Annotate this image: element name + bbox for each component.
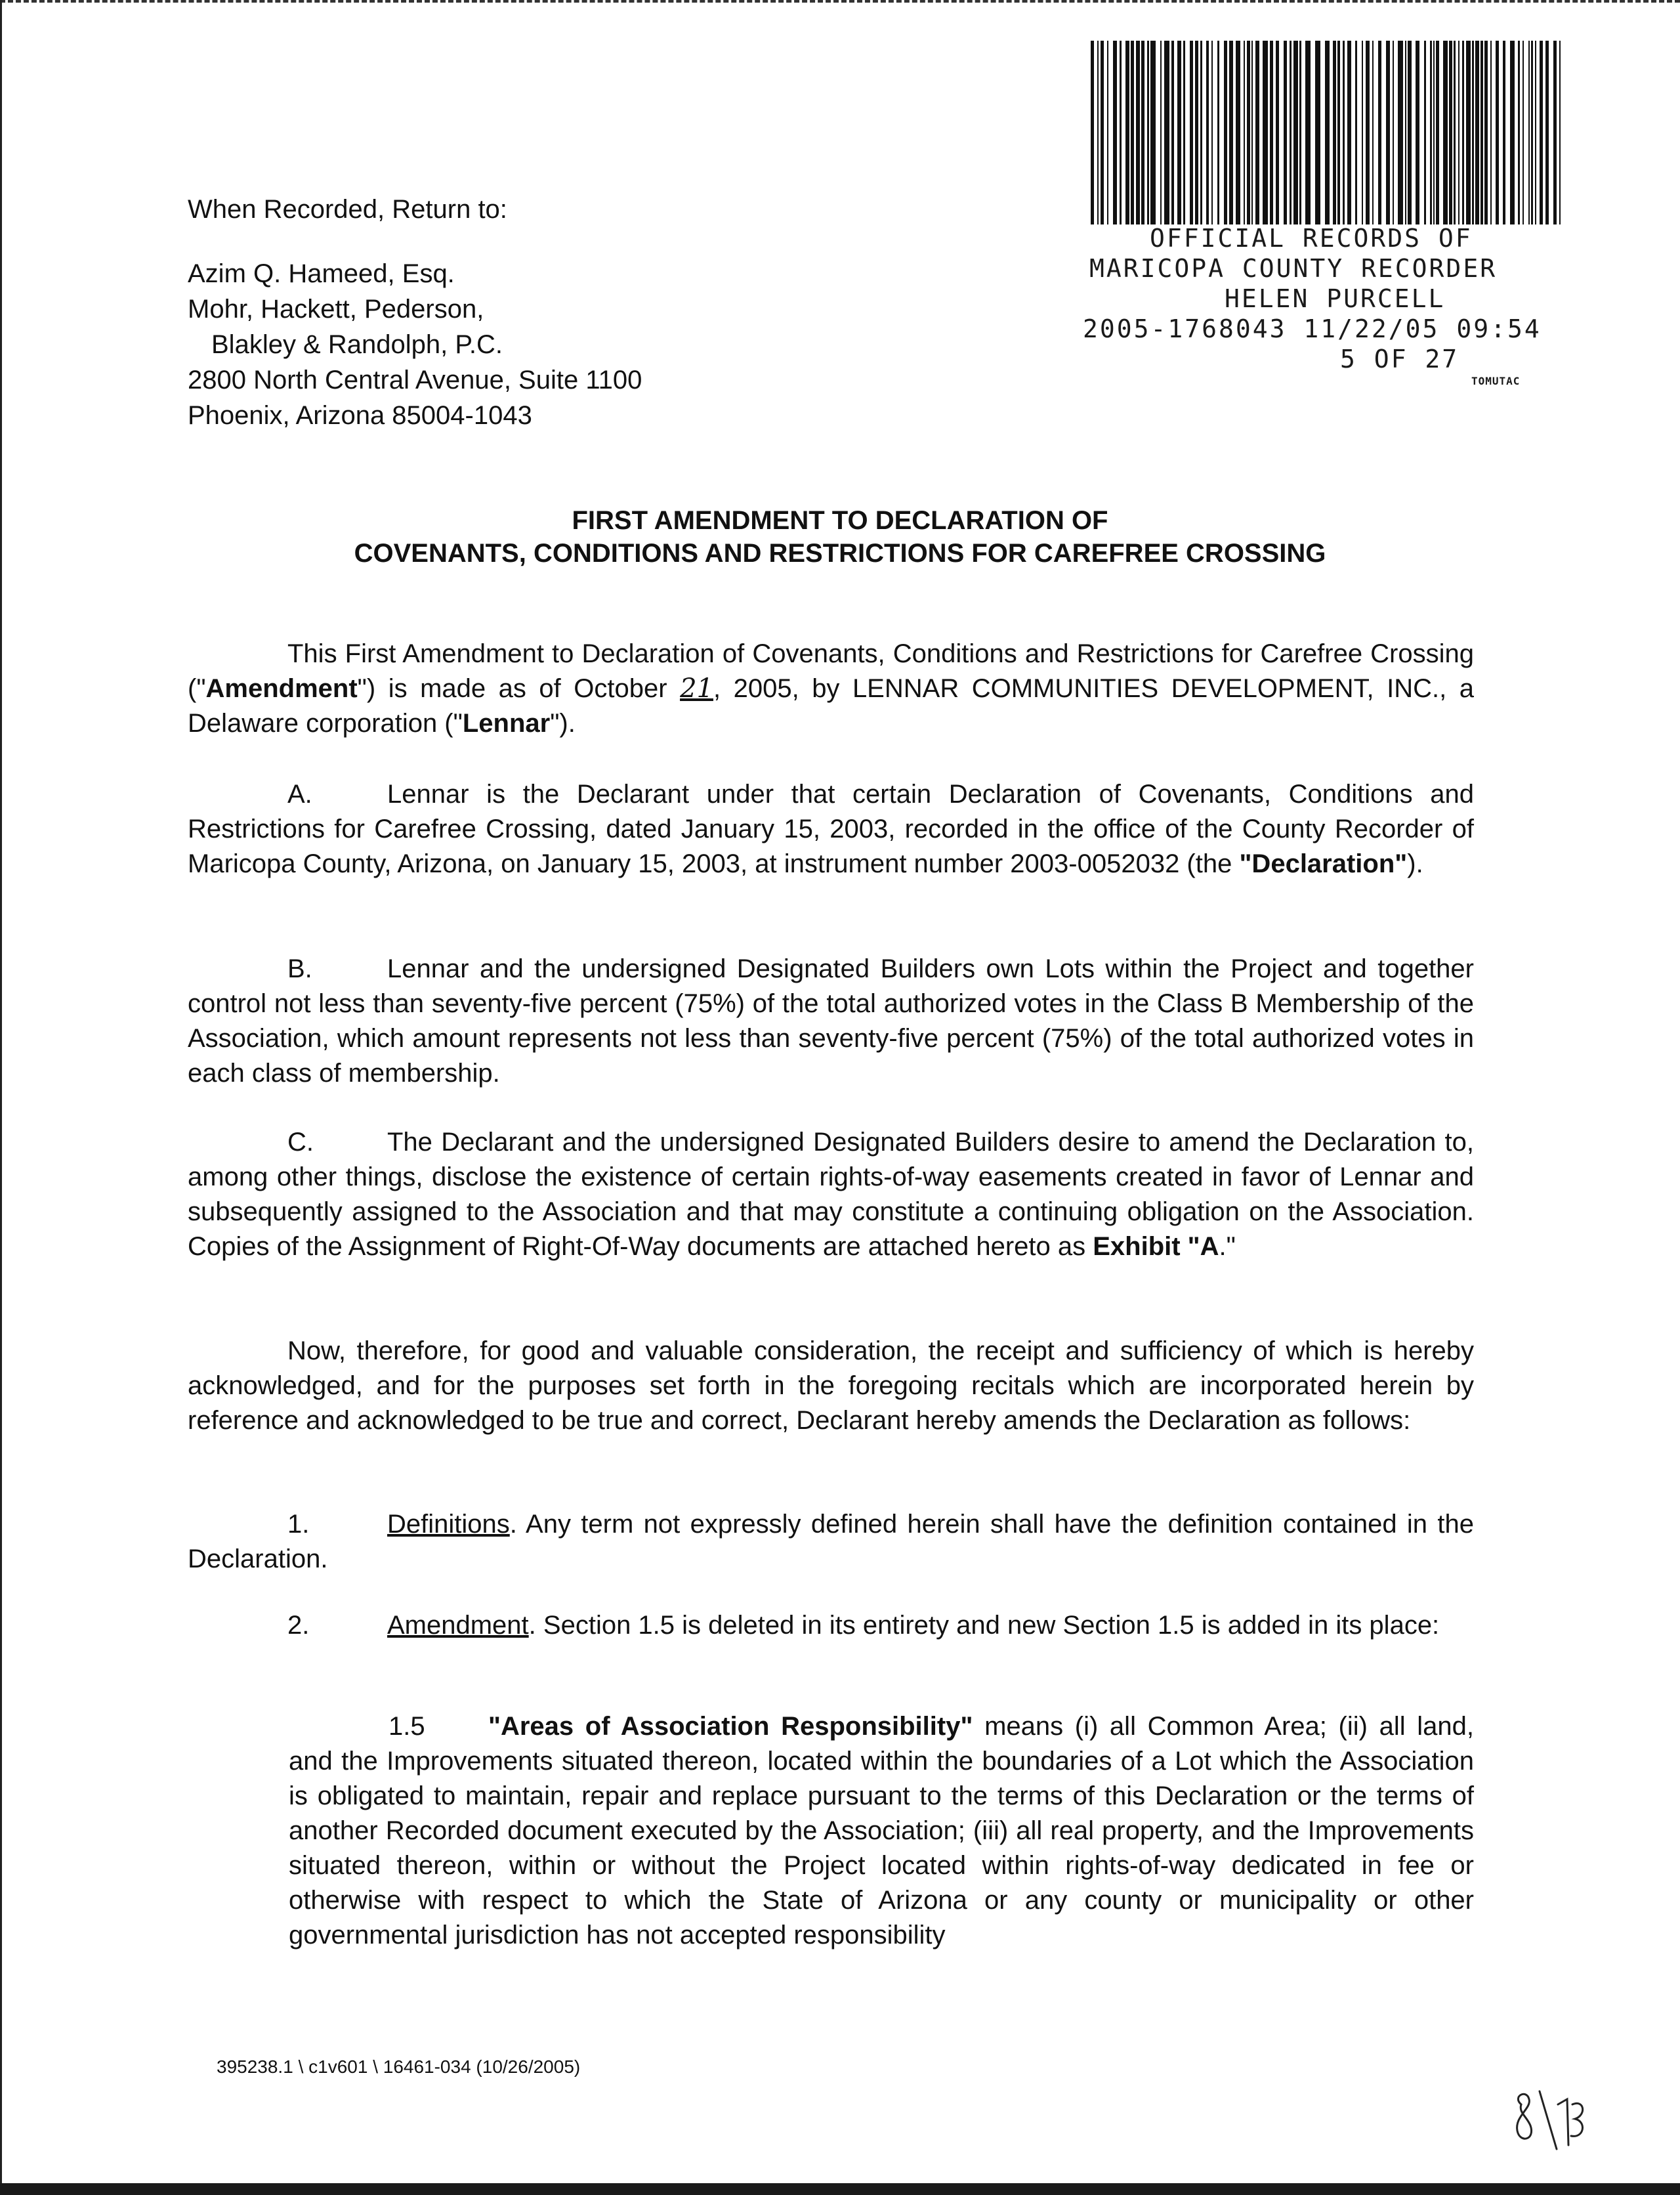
return-line: 2800 North Central Avenue, Suite 1100 <box>188 366 642 394</box>
barcode-bar <box>1206 41 1209 224</box>
barcode-bar <box>1113 41 1117 224</box>
barcode-bar <box>1236 41 1240 224</box>
scan-edge-left <box>0 0 2 2195</box>
barcode-bar <box>1190 41 1193 224</box>
barcode-bar <box>1263 41 1268 224</box>
barcode-bar <box>1101 41 1104 224</box>
section-heading: Definitions <box>387 1510 510 1539</box>
barcode-bar <box>1091 41 1094 224</box>
scan-edge-top <box>0 0 1680 8</box>
barcode-bar <box>1315 41 1320 224</box>
stamp-line-official: OFFICIAL RECORDS OF <box>1150 224 1473 253</box>
barcode-bar <box>1466 41 1471 224</box>
defined-term-amendment: Amendment <box>205 674 358 703</box>
barcode-bar <box>1454 41 1456 224</box>
section-number: 1.5 <box>388 1712 425 1741</box>
intro-paragraph: This First Amendment to Declaration of Covenants, Conditions and Restrictions for Carefree Crossing ("Amendment") is made as of October 21, 2005, by LENNAR COMMUNITIES DEVELOPMENT, INC., a Delaware corporation ("Lennar"). <box>188 639 1474 738</box>
section-1-5-definition: 1.5 "Areas of Association Responsibility" means (i) all Common Area; (ii) all land, and the Improvements situated thereon, located within the boundaries of a Lot which the Association is obligated to maintain, repair and replace pursuant to the terms of this Declaration or the terms of another Recorded document executed by the Association; (iii) all real property, and the Improvements situated thereon, within or without the Project located within rights-of-way dedicated in fee or otherwise with respect to which the State of Arizona or any county or municipality or other governmental jurisdiction has not accepted responsibility <box>289 1709 1474 1953</box>
barcode-bar <box>1362 41 1363 224</box>
barcode-bar <box>1131 41 1134 224</box>
barcode-bar <box>1251 41 1253 224</box>
barcode-bar <box>1325 41 1330 224</box>
barcode-bar <box>1177 41 1181 224</box>
return-address-block <box>188 192 642 433</box>
barcode-bar <box>1430 41 1432 224</box>
return-heading: When Recorded, Return to: <box>188 195 507 224</box>
barcode-bar <box>1276 41 1279 224</box>
recital-label: B. <box>287 954 312 983</box>
barcode-bar <box>1528 41 1530 224</box>
return-line: Azim Q. Hameed, Esq. <box>188 259 455 288</box>
barcode-bar <box>1120 41 1122 224</box>
recital-b: B. Lennar and the undersigned Designated Builders own Lots within the Project and together control not less than seventy-five percent (75%) of the total authorized votes in the Class B Membership of the Association, which amount represents not less than seventy-five percent (75%) of the total authorized votes in each class of membership. <box>188 952 1474 1091</box>
barcode-bar <box>1136 41 1140 224</box>
scan-edge-bottom <box>0 2183 1680 2195</box>
barcode-bar <box>1217 41 1219 224</box>
barcode-bar <box>1433 41 1435 224</box>
recorder-stamp <box>1083 223 1628 389</box>
barcode-bar <box>1366 41 1370 224</box>
handwritten-page-mark <box>1507 2085 1586 2157</box>
barcode-bar <box>1424 41 1426 224</box>
barcode-bar <box>1496 41 1499 224</box>
barcode-bar <box>1545 41 1549 224</box>
barcode-bar <box>1480 41 1483 224</box>
barcode-bar <box>1553 41 1557 224</box>
barcode-bar <box>1472 41 1474 224</box>
exhibit-reference: Exhibit "A <box>1093 1232 1219 1261</box>
defined-term-areas: "Areas of Association Responsibility" <box>488 1712 973 1741</box>
barcode-bar <box>1224 41 1227 224</box>
barcode-bar <box>1408 41 1412 224</box>
barcode-bar <box>1540 41 1543 224</box>
barcode-bar <box>1475 41 1479 224</box>
barcode-bar <box>1405 41 1406 224</box>
stamp-line-instrument: 2005-1768043 11/22/05 09:54 <box>1083 314 1542 343</box>
barcode-bar <box>1333 41 1336 224</box>
barcode-bar <box>1484 41 1488 224</box>
document-title <box>0 504 1680 570</box>
barcode-bar <box>1247 41 1250 224</box>
title-line-2: COVENANTS, CONDITIONS AND RESTRICTIONS FOR CAREFREE CROSSING <box>354 539 1326 568</box>
defined-term-lennar: Lennar <box>462 709 551 738</box>
return-line: Mohr, Hackett, Pederson, <box>188 295 484 324</box>
barcode-bar <box>1293 41 1298 224</box>
barcode-bar <box>1559 41 1561 224</box>
stamp-line-recorder-name: HELEN PURCELL <box>1225 284 1446 313</box>
barcode-bar <box>1195 41 1198 224</box>
document-footer-id: 395238.1 \ c1v601 \ 16461-034 (10/26/2005) <box>217 2056 581 2077</box>
stamp-line-county: MARICOPA COUNTY RECORDER <box>1089 254 1498 283</box>
barcode-bar <box>1160 41 1162 224</box>
barcode-bar <box>1398 41 1403 224</box>
barcode-bar <box>1150 41 1156 224</box>
barcode-bar <box>1229 41 1233 224</box>
barcode-bar <box>1147 41 1149 224</box>
section-2-amendment: 2. Amendment. Section 1.5 is deleted in its entirety and new Section 1.5 is added in its place: <box>188 1608 1474 1643</box>
barcode-bar <box>1347 41 1351 224</box>
barcode-bar <box>1458 41 1460 224</box>
barcode-bar <box>1290 41 1292 224</box>
barcode <box>1088 41 1564 228</box>
barcode-bar <box>1355 41 1357 224</box>
barcode-bar <box>1164 41 1169 224</box>
return-line: Phoenix, Arizona 85004-1043 <box>188 401 532 430</box>
barcode-bar <box>1510 41 1515 224</box>
stamp-line-pages: 5 OF 27 <box>1340 345 1460 373</box>
barcode-bar <box>1171 41 1174 224</box>
barcode-bar <box>1518 41 1520 224</box>
recital-a: A. Lennar is the Declarant under that certain Declaration of Covenants, Conditions and Restrictions for Carefree Crossing, dated January 15, 2003, recorded in the office of the County Recorder of Maricopa County, Arizona, on January 15, 2003, at instrument number 2003-0052032 (the "Declaration"). <box>188 777 1474 882</box>
title-line-1: FIRST AMENDMENT TO DECLARATION OF <box>572 506 1108 535</box>
section-1-definitions: 1. Definitions. Any term not expressly defined herein shall have the definition contained in the Declaration. <box>188 1507 1474 1577</box>
barcode-bar <box>1372 41 1374 224</box>
recital-label: A. <box>287 780 312 809</box>
barcode-bar <box>1416 41 1419 224</box>
barcode-bar <box>1270 41 1273 224</box>
barcode-bar <box>1299 41 1301 224</box>
barcode-bar <box>1443 41 1448 224</box>
barcode-bar <box>1436 41 1439 224</box>
barcode-bar <box>1255 41 1259 224</box>
section-number: 2. <box>287 1611 310 1640</box>
barcode-bar <box>1200 41 1202 224</box>
barcode-bar <box>1449 41 1452 224</box>
barcode-bar <box>1343 41 1345 224</box>
barcode-bar <box>1211 41 1213 224</box>
barcode-bar <box>1097 41 1099 224</box>
barcode-bar <box>1183 41 1185 224</box>
stamp-line-clerk: TOMUTAC <box>1471 375 1521 387</box>
defined-term-declaration: "Declaration" <box>1239 849 1408 878</box>
barcode-bar <box>1244 41 1245 224</box>
barcode-bar <box>1125 41 1129 224</box>
handwritten-date: 21 <box>680 673 713 704</box>
recital-label: C. <box>287 1128 314 1157</box>
barcode-bar <box>1107 41 1108 224</box>
barcode-bar <box>1337 41 1340 224</box>
barcode-bar <box>1141 41 1144 224</box>
barcode-bar <box>1490 41 1492 224</box>
barcode-bar <box>1503 41 1505 224</box>
barcode-bar <box>1535 41 1536 224</box>
return-line: Blakley & Randolph, P.C. <box>211 330 503 359</box>
barcode-bar <box>1522 41 1524 224</box>
section-number: 1. <box>287 1510 310 1539</box>
barcode-bar <box>1284 41 1287 224</box>
now-therefore-paragraph: Now, therefore, for good and valuable consideration, the receipt and sufficiency of which is hereby acknowledged, and for the purposes set forth in the foregoing recitals which are incorporated herein by reference and acknowledged to be true and correct, Declarant hereby amends the Declaration as follows: <box>188 1336 1474 1435</box>
barcode-bar <box>1393 41 1394 224</box>
barcode-bar <box>1531 41 1533 224</box>
barcode-bar <box>1462 41 1464 224</box>
recital-c: C. The Declarant and the undersigned Designated Builders desire to amend the Declaration to, among other things, disclose the existence of certain rights-of-way easements created in favor of Lennar and subsequently assigned to the Association and that may constitute a continuing obligation on the Association. Copies of the Assignment of Right-Of-Way documents are attached hereto as Exhibit "A." <box>188 1125 1474 1264</box>
section-heading: Amendment <box>387 1611 529 1640</box>
barcode-bar <box>1386 41 1390 224</box>
barcode-bar <box>1305 41 1311 224</box>
barcode-bar <box>1378 41 1381 224</box>
